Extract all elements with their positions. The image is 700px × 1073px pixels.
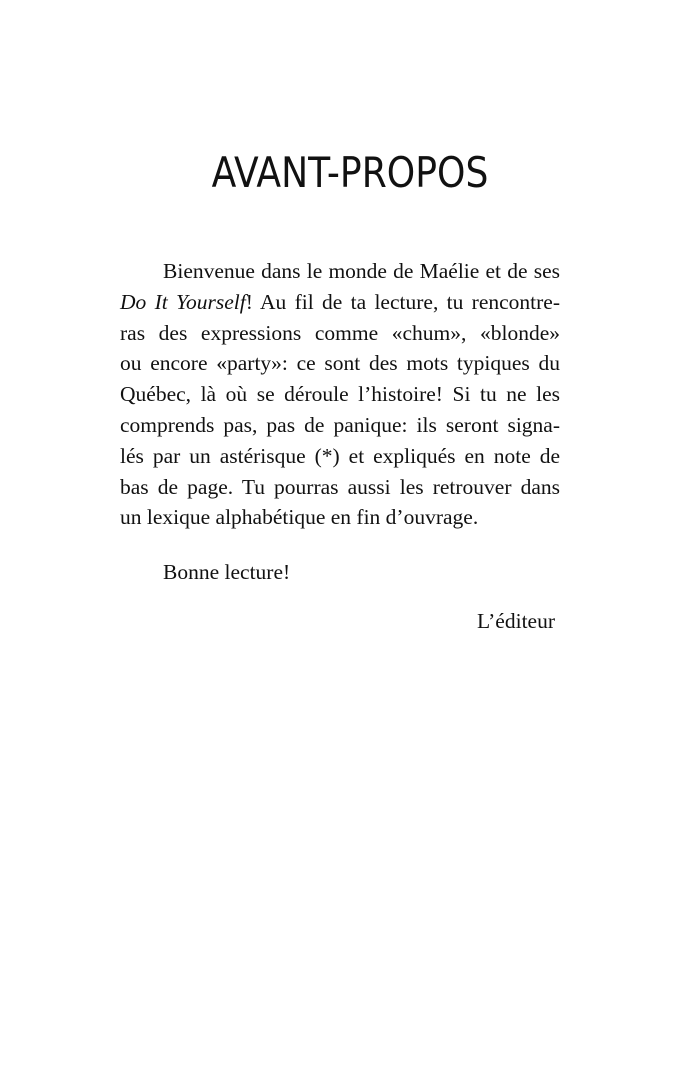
- line-text: ou encore «party»: ce sont des mots typiques du: [120, 351, 560, 376]
- paragraph-line-last: [120, 502, 560, 533]
- line-text: Québec, là où se déroule l’histoire! Si tu ne les: [120, 382, 560, 407]
- paragraph-line: [120, 441, 560, 472]
- signature: L’éditeur: [476, 609, 555, 633]
- closing-line: Bonne lecture!: [163, 560, 291, 584]
- line-text: Bienvenue dans le monde de Maélie et de ses: [163, 259, 560, 283]
- paragraph-line: [120, 318, 560, 349]
- paragraph-line: [120, 379, 560, 410]
- paragraph-line: [120, 256, 560, 287]
- line-text: ras des expressions comme «chum», «blonde»: [120, 320, 560, 345]
- paragraph-line: [120, 410, 560, 441]
- italic-title: Do It Yourself: [120, 289, 246, 314]
- page-title: AVANT-PROPOS: [211, 148, 489, 197]
- line-text: comprends pas, pas de panique: ils seront signa-: [120, 412, 560, 437]
- paragraph-line: [120, 472, 560, 503]
- line-text: lés par un astérisque (*) et expliqués en note de: [120, 443, 560, 468]
- line-text: un lexique alphabétique en fin d’ouvrage.: [120, 505, 479, 530]
- paragraph-line: [120, 348, 560, 379]
- line-text: ! Au fil de ta lecture, tu rencontre-: [245, 289, 560, 314]
- line-text: bas de page. Tu pourras aussi les retrouver dans: [120, 474, 560, 499]
- paragraph-line: [120, 287, 560, 318]
- foreword-paragraph: [120, 256, 560, 533]
